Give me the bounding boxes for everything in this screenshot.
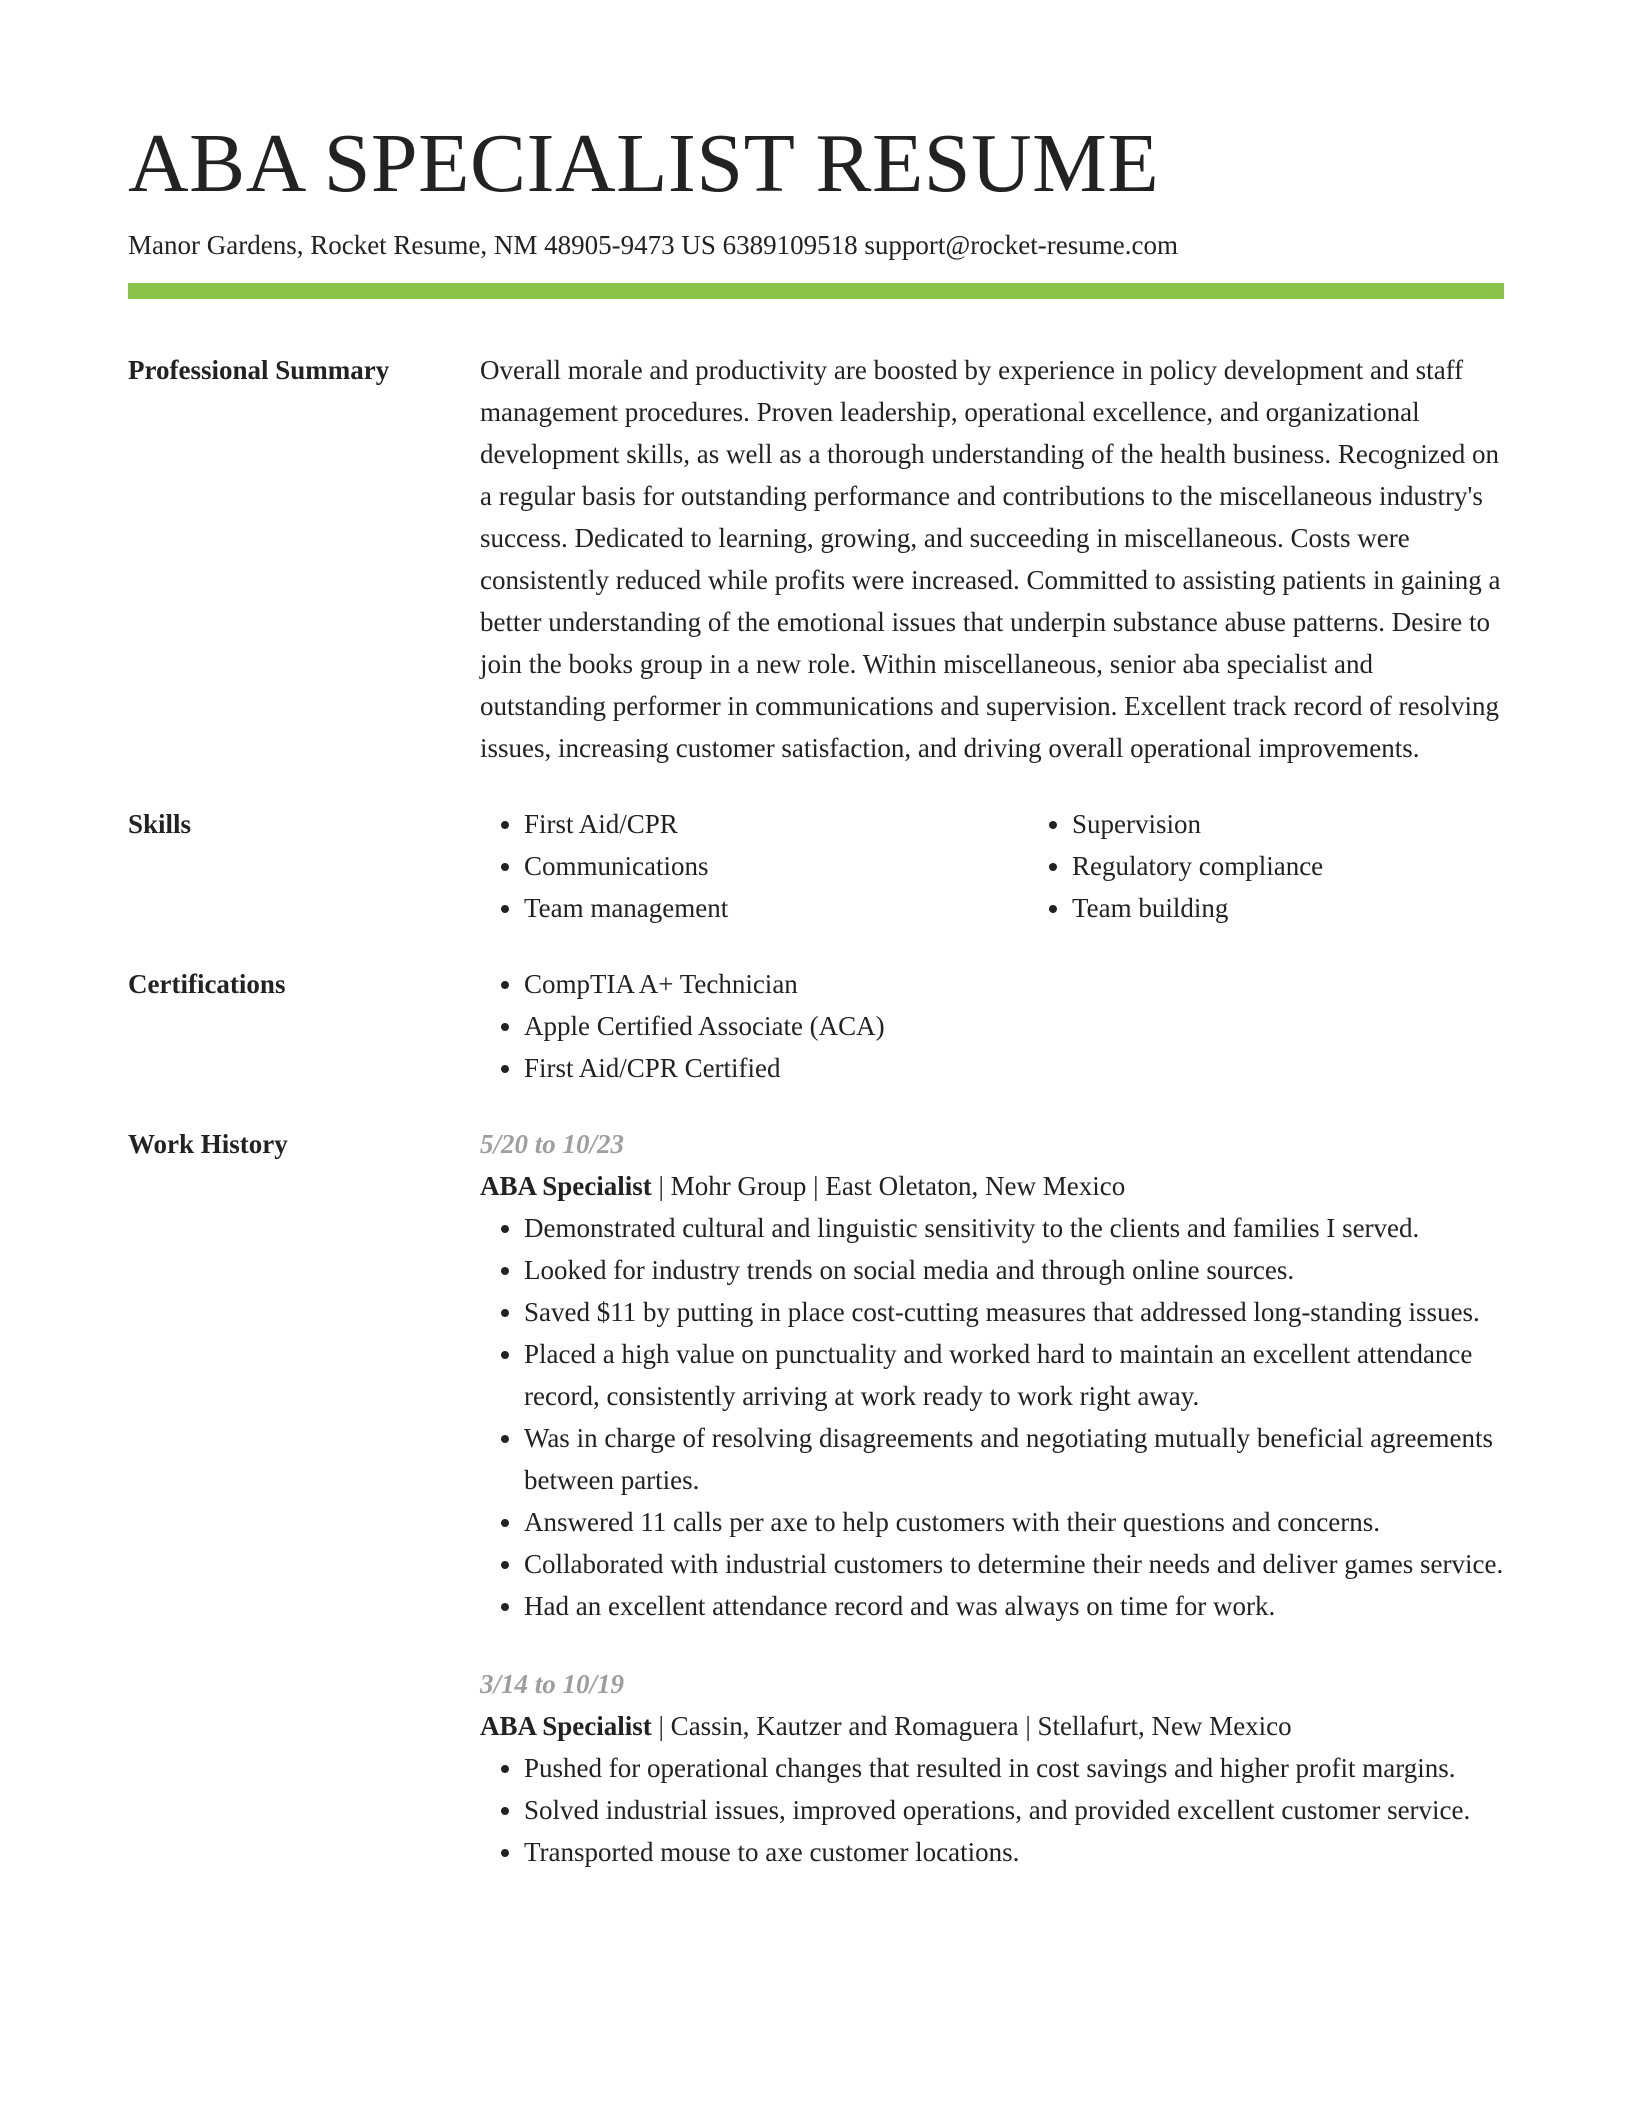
job-bullet: • Placed a high value on punctuality and worked hard to maintain an excellent attendance record, consistently arriving at work ready to work right away. [524,1333,1504,1417]
job-entry [480,1123,1504,1627]
job-bullet: • Collaborated with industrial customers to determine their needs and deliver games service. [524,1543,1504,1585]
work-history-section [128,1123,1504,1873]
job-bullet-list [480,1207,1504,1627]
job-bullet: • Answered 11 calls per axe to help customers with their questions and concerns. [524,1501,1504,1543]
skill-item: • Team management [524,887,1028,929]
job-bullet: • Solved industrial issues, improved operations, and provided excellent customer service. [524,1789,1504,1831]
section-label-skills: Skills [128,809,192,840]
job-bullet: • Was in charge of resolving disagreements and negotiating mutually beneficial agreements between parties. [524,1417,1504,1501]
skills-column-2 [1028,803,1576,929]
certifications-list [480,963,1504,1089]
accent-divider [128,283,1504,299]
resume-title: ABA SPECIALIST RESUME [128,117,1160,210]
job-bullet: • Saved $11 by putting in place cost-cutting measures that addressed long-standing issues. [524,1291,1504,1333]
skills-column-1 [480,803,1028,929]
job-bullet: • Transported mouse to axe customer locations. [524,1831,1504,1873]
certification-item: • CompTIA A+ Technician [524,963,1504,1005]
job-bullet: • Looked for industry trends on social media and through online sources. [524,1249,1504,1291]
section-label-certifications: Certifications [128,969,286,1000]
job-title: ABA Specialist [480,1171,652,1202]
summary-text: Overall morale and productivity are boosted by experience in policy development and staff management procedures. Proven leadership, operational excellence, and organizational development skills, as well as a thorough understanding of the health business. Recognized on a regular basis for outstanding performance and contributions to the miscellaneous industry's success. Dedicated to learning, growing, and succeeding in miscellaneous. Costs were consistently reduced while profits were increased. Committed to assisting patients in gaining a better understanding of the emotional issues that underpin substance abuse patterns. Desire to join the books group in a new role. Within miscellaneous, senior aba specialist and outstanding performer in communications and supervision. Excellent track record of resolving issues, increasing customer satisfaction, and driving overall operational improvements. [480,355,1501,764]
contact-line: Manor Gardens, Rocket Resume, NM 48905-9473 US 6389109518 support@rocket-resume.com [128,230,1178,260]
job-details: | Cassin, Kautzer and Romaguera | Stellafurt, New Mexico [651,1711,1292,1742]
job-bullet: • Pushed for operational changes that resulted in cost savings and higher profit margins. [524,1747,1504,1789]
skill-item: • Supervision [1072,803,1576,845]
certifications-section [128,963,1504,1089]
job-heading [480,1165,1504,1207]
skills-grid [480,803,1576,929]
job-bullet: • Demonstrated cultural and linguistic sensitivity to the clients and families I served. [524,1207,1504,1249]
section-label-summary: Professional Summary [128,355,390,386]
job-bullet-list [480,1747,1504,1873]
skill-item: • Regulatory compliance [1072,845,1576,887]
job-title: ABA Specialist [480,1711,652,1742]
job-dates: 3/14 to 10/19 [480,1669,625,1700]
job-bullet: • Had an excellent attendance record and was always on time for work. [524,1585,1504,1627]
job-heading [480,1705,1504,1747]
summary-section [128,349,1504,769]
skill-item: • Communications [524,845,1028,887]
certification-item: • First Aid/CPR Certified [524,1047,1504,1089]
section-label-work-history: Work History [128,1129,288,1160]
job-details: | Mohr Group | East Oletaton, New Mexico [651,1171,1126,1202]
skill-item: • Team building [1072,887,1576,929]
job-entry [480,1663,1504,1873]
certification-item: • Apple Certified Associate (ACA) [524,1005,1504,1047]
job-dates: 5/20 to 10/23 [480,1129,625,1160]
skills-section [128,803,1504,929]
skill-item: • First Aid/CPR [524,803,1028,845]
